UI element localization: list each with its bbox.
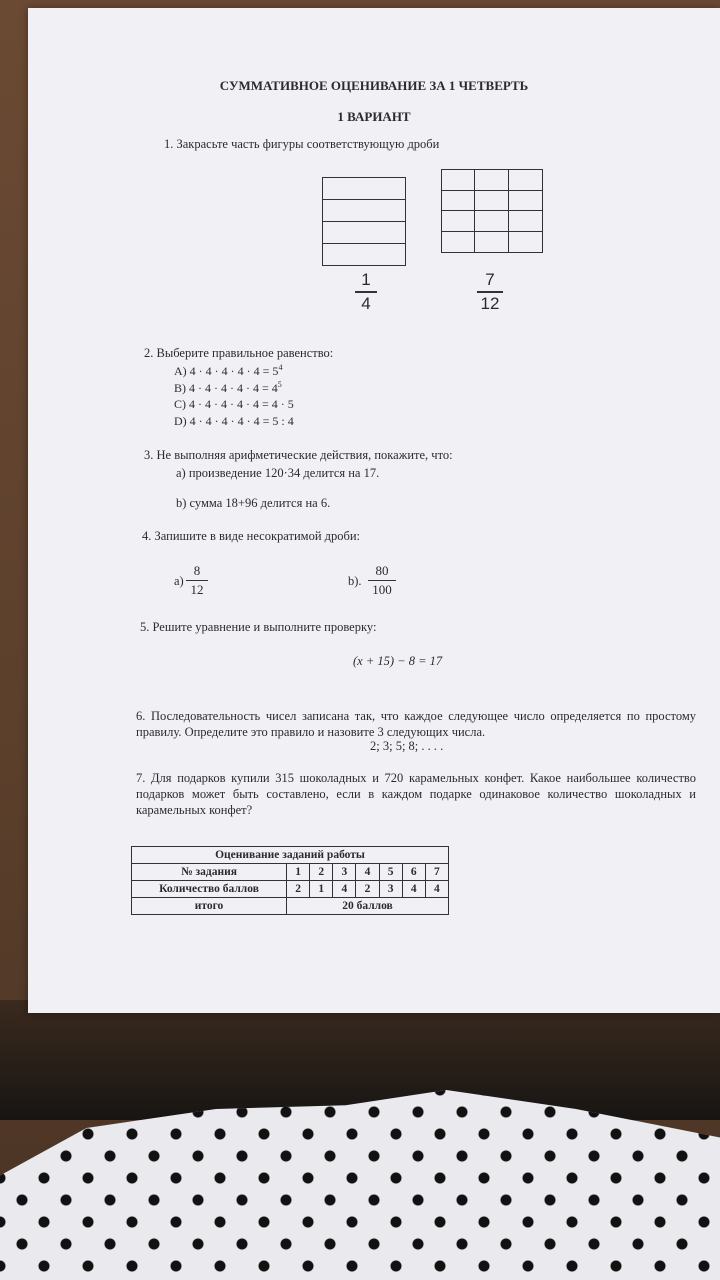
question-4-b-label: b). (348, 574, 362, 588)
question-4-a-label: a) (174, 574, 184, 588)
question-5: 5. Решите уравнение и выполните проверку: (140, 620, 377, 634)
task-number: 5 (379, 864, 402, 881)
task-number: 2 (310, 864, 333, 881)
option-b: B) $4 \cdot 4 \cdot 4 \cdot 4 \cdot 4 = 4^5$ (174, 380, 282, 395)
task-number: 7 (425, 864, 448, 881)
fraction-1-denominator: 4 (361, 293, 371, 313)
fraction-one-quarter (355, 270, 377, 314)
sequence: 2; 3; 5; 8; . . . . (370, 739, 444, 753)
total-value: 20 баллов (287, 898, 449, 915)
points-value: 3 (379, 881, 402, 898)
figure-twelfths (441, 169, 543, 253)
fraction-2-numerator: 7 (485, 270, 495, 289)
points-value: 1 (310, 881, 333, 898)
desk-shadow (0, 1000, 720, 1120)
option-d: D) 4 · 4 · 4 · 4 · 4 = 5 : 4 (174, 414, 294, 428)
figure-quarters (322, 177, 406, 266)
question-4-b-fraction: 80 100 (368, 563, 396, 598)
task-number: 1 (287, 864, 310, 881)
table-row (132, 864, 449, 881)
question-6: 6. Последовательность чисел записана так, что каждое следующее число определяется по простому правилу. Определите это правило и назовите 3 следующих числа. (136, 709, 696, 739)
points-value: 4 (402, 881, 425, 898)
fraction-seven-twelfths (477, 270, 503, 314)
question-2: 2. Выберите правильное равенство: (144, 346, 334, 360)
question-3: 3. Не выполняя арифметические действия, покажите, что: (144, 448, 453, 462)
task-number: 6 (402, 864, 425, 881)
task-label: № задания (132, 864, 287, 881)
variant-label: 1 ВАРИАНТ (337, 109, 411, 124)
worksheet-page (28, 8, 720, 1013)
points-value: 2 (356, 881, 379, 898)
fraction-2-denominator: 12 (480, 293, 500, 313)
option-a: A) $4 \cdot 4 \cdot 4 \cdot 4 \cdot 4 = 5^4$ (174, 363, 283, 378)
question-3-a: a) произведение 120·34 делится на 17. (176, 466, 380, 480)
points-label: Количество баллов (132, 881, 287, 898)
points-value: 2 (287, 881, 310, 898)
question-4-a-fraction: 8 12 (186, 563, 208, 598)
table-row (132, 881, 449, 898)
task-number: 3 (333, 864, 356, 881)
task-number: 4 (356, 864, 379, 881)
question-7: 7. Для подарков купили 315 шоколадных и 720 карамельных конфет. Какое наибольшее количество подарков может быть составлено, если в каждом подарке одинаковое количество шоколадных и карамельных конфет? (136, 771, 696, 817)
points-value: 4 (425, 881, 448, 898)
table-row (132, 898, 449, 915)
equation: (x + 15) − 8 = 17 (353, 654, 443, 668)
total-label: итого (132, 898, 287, 915)
question-1: 1. Закрасьте часть фигуры соответствующую дроби (164, 137, 440, 151)
points-value: 4 (333, 881, 356, 898)
scoring-title: Оценивание заданий работы (132, 847, 449, 864)
option-c: C) 4 · 4 · 4 · 4 · 4 = 4 · 5 (174, 397, 294, 411)
page-title: СУММАТИВНОЕ ОЦЕНИВАНИЕ ЗА 1 ЧЕТВЕРТЬ (219, 78, 529, 93)
question-3-b: b) сумма 18+96 делится на 6. (176, 496, 331, 510)
question-4: 4. Запишите в виде несократимой дроби: (142, 529, 361, 543)
fraction-1-numerator: 1 (361, 270, 371, 289)
scoring-table (131, 846, 449, 915)
